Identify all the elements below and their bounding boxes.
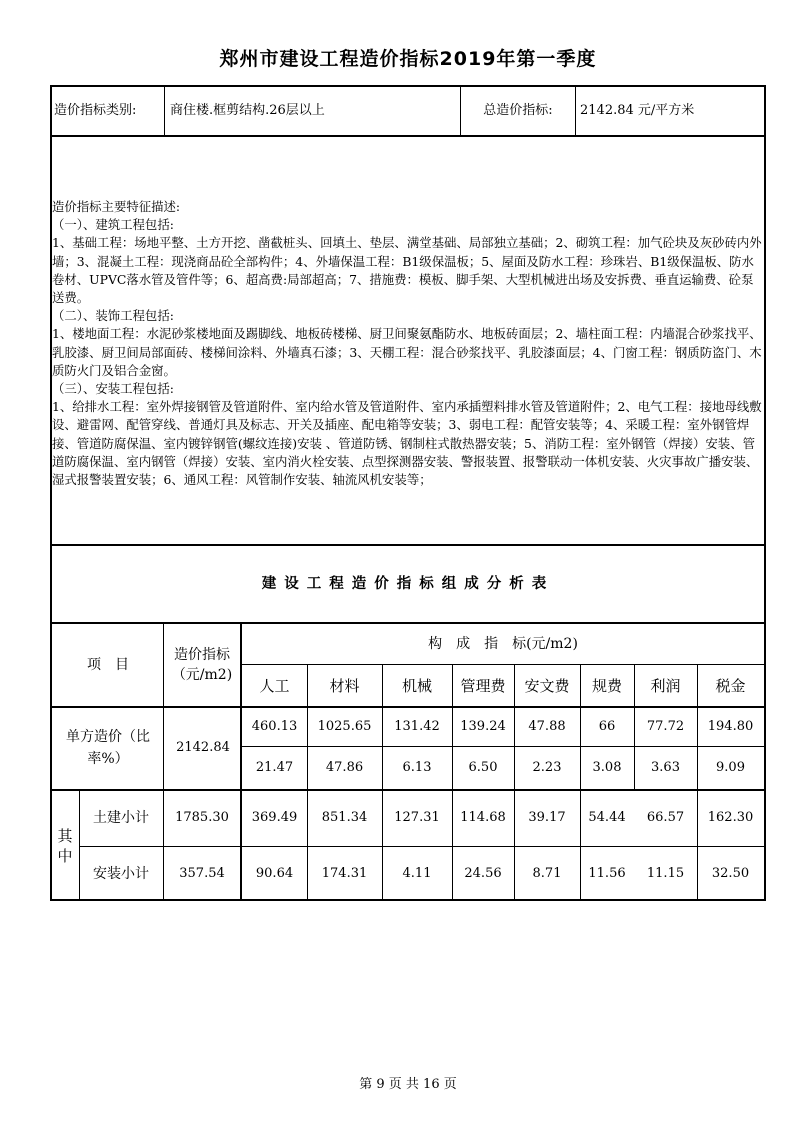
description-section-1-title: （一）、建筑工程包括: bbox=[52, 217, 174, 233]
col-labor: 人工 bbox=[259, 677, 290, 695]
ratio-material: 47.86 bbox=[325, 760, 364, 775]
install-value-fees: 11.56 bbox=[588, 866, 626, 881]
unit-price-label: 单方造价（比率%） bbox=[66, 729, 150, 767]
description-heading: 造价指标主要特征描述: bbox=[52, 199, 181, 214]
ratio-labor: 21.47 bbox=[255, 760, 294, 775]
category-label: 造价指标类别: bbox=[54, 103, 137, 118]
col-profit: 利润 bbox=[650, 677, 681, 695]
civil-value-tax: 162.30 bbox=[707, 810, 754, 825]
civil-value-profit: 66.57 bbox=[646, 810, 685, 825]
unit-value-labor: 460.13 bbox=[251, 719, 298, 734]
col-machinery: 机械 bbox=[401, 677, 432, 695]
unit-value-profit: 77.72 bbox=[646, 719, 685, 734]
description-section-3-title: （三）、安装工程包括: bbox=[52, 381, 174, 397]
ratio-fees: 3.08 bbox=[592, 760, 622, 775]
ratio-tax: 9.09 bbox=[716, 760, 745, 775]
col-management: 管理费 bbox=[460, 677, 506, 695]
unit-value-tax: 194.80 bbox=[707, 719, 754, 734]
description-section-2-text: 1、楼地面工程：水泥砂浆楼地面及踢脚线、地板砖楼梯、厨卫间聚氨酯防水、地板砖面层；2、墙柱面工程：内墙混合砂浆找平、乳胶漆、厨卫间局部面砖、楼梯间涂料、外墙真石漆；3、天棚工程：混合砂浆找平、乳胶漆面层；4、门窗工程：钢质防盗门、木质防火门及铝合金窗。 bbox=[52, 326, 762, 378]
install-value-machinery: 4.11 bbox=[402, 866, 432, 881]
install-subtotal-label: 安装小计 bbox=[93, 866, 149, 882]
unit-value-machinery: 131.42 bbox=[394, 719, 440, 734]
description-section-2-title: （二）、装饰工程包括: bbox=[52, 308, 174, 324]
civil-subtotal-total: 1785.30 bbox=[175, 810, 229, 825]
total-value: 2142.84 元/平方米 bbox=[580, 103, 695, 118]
install-value-labor: 90.64 bbox=[255, 866, 294, 881]
install-value-profit: 11.15 bbox=[646, 866, 685, 881]
install-value-material: 174.31 bbox=[321, 866, 368, 881]
civil-value-fees: 54.44 bbox=[588, 810, 626, 825]
civil-value-management: 114.68 bbox=[460, 810, 506, 825]
unit-total-value: 2142.84 bbox=[176, 740, 230, 755]
ratio-management: 6.50 bbox=[468, 760, 498, 775]
description-section-3-text: 1、给排水工程：室外焊接钢管及管道附件、室内给水管及管道附件、室内承插塑料排水管及管道附件；2、电气工程：接地母线敷设、避雷网、配管穿线、普通灯具及标志、开关及插座、配电箱等安装；3、弱电工程：配管安装等；4、采暖工程：室外钢管焊接、管道防腐保温、室内镀锌钢管(螺纹连接)安装 、管道防锈、钢制柱式散热器安装；5、消防工程：室外钢管（焊接）安装、管道防腐保温、室内钢管（焊接）安装、室内消火栓安装、点型探测器安装、警报装置、报警联动一体机安装、火灾事故广播安装、湿式报警装置安装；6、通风工程：风管制作安装、轴流风机安装等； bbox=[52, 399, 762, 488]
unit-value-material: 1025.65 bbox=[317, 719, 372, 734]
civil-value-machinery: 127.31 bbox=[394, 810, 440, 825]
description-section-1-text: 1、基础工程：场地平整、土方开挖、凿截桩头、回填土、垫层、满堂基础、局部独立基础；2、砌筑工程：加气砼块及灰砂砖内外墙；3、混凝土工程：现浇商品砼全部构件；4、外墙保温工程：B1级保温板；5、屋面及防水工程：珍珠岩、B1级保温板、防水卷材、UPVC落水管及管件等；6、超高费:局部超高；7、措施费：模板、脚手架、大型机械进出场及安拆费、垂直运输费、砼泵送费。 bbox=[52, 235, 762, 306]
total-label: 总造价指标: bbox=[483, 103, 553, 118]
composition-header: 构 成 指 标(元/m2) bbox=[428, 636, 578, 652]
among-label: 其中 bbox=[57, 827, 73, 865]
col-safety: 安文费 bbox=[524, 677, 570, 695]
civil-value-material: 851.34 bbox=[321, 810, 368, 825]
page-title: 郑州市建设工程造价指标2019年第一季度 bbox=[219, 48, 597, 70]
civil-value-labor: 369.49 bbox=[251, 810, 298, 825]
ratio-profit: 3.63 bbox=[651, 760, 680, 775]
unit-value-safety: 47.88 bbox=[528, 719, 566, 734]
col-material: 材料 bbox=[329, 677, 360, 695]
category-value: 商住楼.框剪结构.26层以上 bbox=[170, 103, 325, 118]
install-subtotal-total: 357.54 bbox=[179, 866, 225, 881]
feature-description bbox=[52, 198, 764, 489]
index-header: 造价指标（元/m2) bbox=[171, 647, 233, 683]
col-tax: 税金 bbox=[715, 677, 746, 695]
install-value-management: 24.56 bbox=[464, 866, 502, 881]
install-value-tax: 32.50 bbox=[711, 866, 750, 881]
ratio-machinery: 6.13 bbox=[402, 760, 432, 775]
col-fees: 规费 bbox=[591, 677, 622, 695]
unit-value-management: 139.24 bbox=[460, 719, 506, 734]
page-number: 第 9 页 共 16 页 bbox=[359, 1077, 457, 1092]
unit-value-fees: 66 bbox=[598, 719, 616, 734]
install-value-safety: 8.71 bbox=[532, 866, 562, 881]
item-header: 项 目 bbox=[87, 657, 129, 673]
analysis-title: 建设工程造价指标组成分析表 bbox=[261, 576, 555, 592]
ratio-safety: 2.23 bbox=[532, 760, 562, 775]
civil-subtotal-label: 土建小计 bbox=[93, 810, 149, 826]
civil-value-safety: 39.17 bbox=[528, 810, 566, 825]
